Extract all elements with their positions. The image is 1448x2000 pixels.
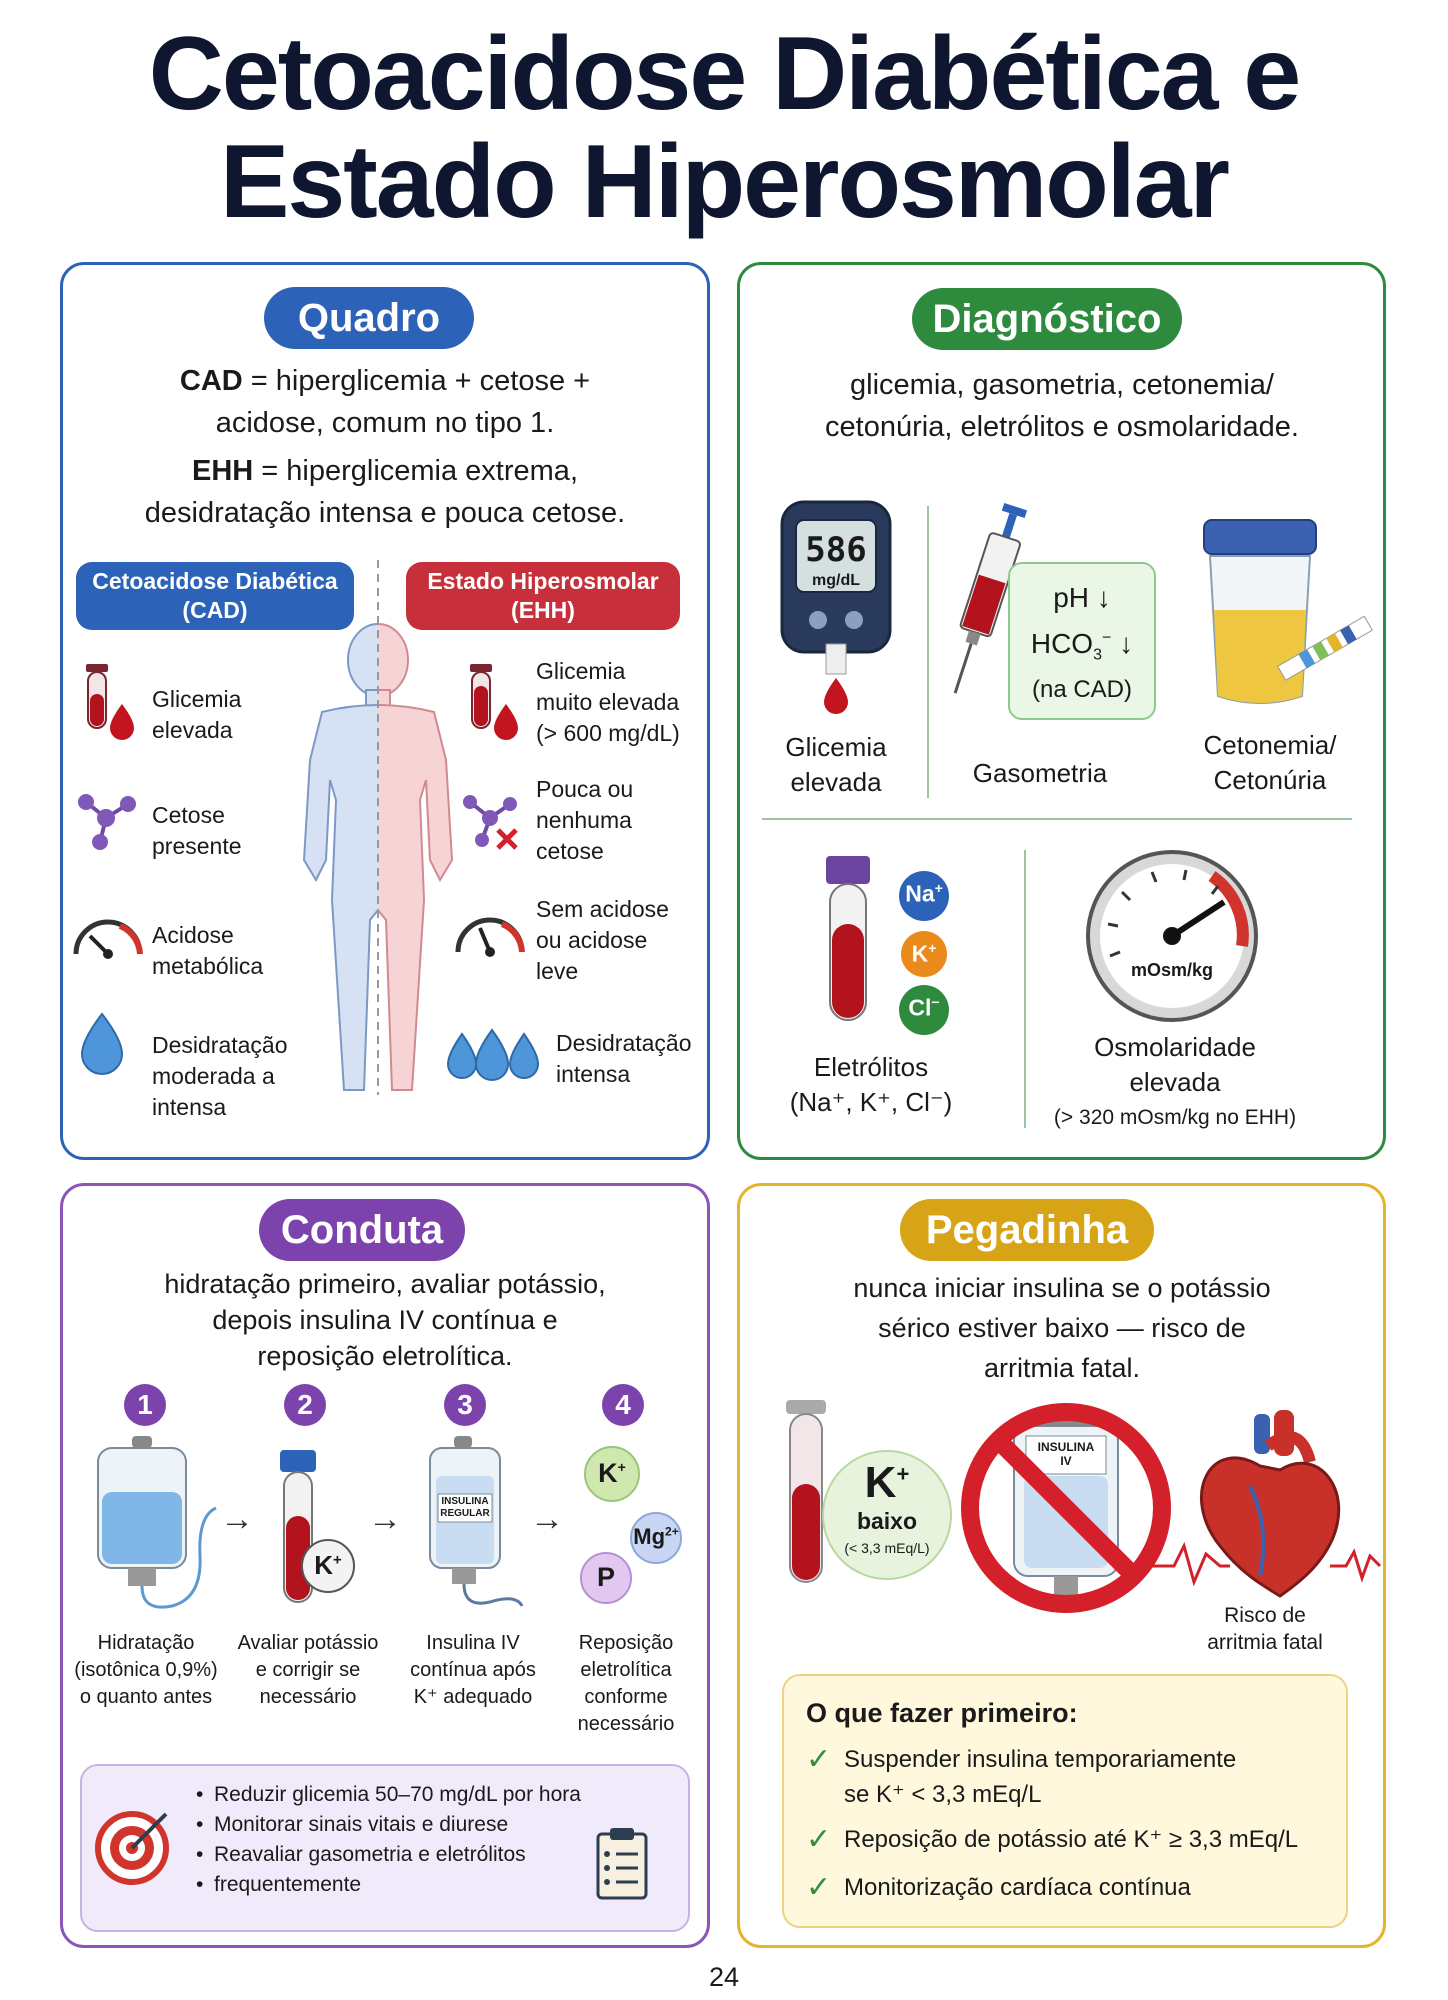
ion-k: K+ [911,940,937,967]
potassium-tube-icon [276,1446,356,1626]
ehh-term: EHH [191,455,254,487]
gasometria-caption: Gasometria [972,758,1108,788]
page-title-line1: Cetoacidose Diabética e [148,16,1300,132]
water-drops-icon [446,1030,546,1090]
step-3-caption: Insulina IV contínua após K⁺ adequado [410,1632,536,1708]
ehh-header-line2: (EHH) [511,597,575,623]
osmolarity-gauge-icon [1082,846,1262,1026]
electrolyte-p: P [596,1562,615,1592]
conduta-text: hidratação primeiro, avaliar potássio, depois insulina IV contínua e reposição eletrolítica. [164,1269,606,1371]
osmolaridade-note: (> 320 mOsm/kg no EHH) [1053,1106,1297,1129]
no-insulin-icon [948,1396,1178,1626]
gaso-ph: pH ↓ [1053,582,1111,613]
goal-item: • Reavaliar gasometria e eletrólitos [196,1840,581,1870]
cad-line1: = hiperglicemia + cetose + [242,365,591,397]
step-4-badge: 4 [602,1384,644,1426]
diag-divider-3 [1024,850,1026,1128]
insulin-iv-label: INSULINA IV [1037,1440,1095,1468]
diag-divider-1 [927,506,929,798]
gauge-icon [452,900,532,970]
blood-tube-icon [462,660,532,740]
step-4-caption: Reposição eletrolítica conforme necessário [577,1632,675,1735]
target-icon [96,1806,176,1886]
arrow-icon: → [368,1500,402,1538]
gauge-unit: mOsm/kg [1130,960,1214,980]
electrolyte-k: K+ [598,1458,626,1488]
step-2-badge: 2 [284,1384,326,1426]
todo-item-1: Suspender insulina temporariamente se K⁺ < 3,3 mEq/L [844,1746,1237,1808]
page-title-line2: Estado Hiperosmolar [219,124,1229,240]
arrow-icon: → [530,1500,564,1538]
diagnostico-text: glicemia, gasometria, cetonemia/ cetonúria, eletrólitos e osmolaridade. [825,369,1299,443]
cetonemia-caption: Cetonemia/ Cetonúria [1203,730,1337,795]
electrolyte-mg: $Mg^{2+}$ [633,1524,679,1549]
ehh-line1: = hiperglicemia extrema, [253,455,578,487]
pegadinha-text: nunca iniciar insulina se o potássio sérico estiver baixo — risco de arritmia fatal. [853,1273,1271,1383]
arrow-icon: → [220,1500,254,1538]
todo-title: O que fazer primeiro: [806,1698,1078,1728]
osmolaridade-caption: Osmolaridade elevada [1094,1032,1256,1097]
heart-caption: Risco de arritmia fatal [1207,1604,1323,1654]
blood-sample-tube-icon [820,852,880,1032]
molecule-icon [74,788,144,858]
gaso-hco3: $HCO_3^-$ ↓ [1030,628,1134,664]
cad-item-2: Cetose presente [152,802,242,859]
diagnostico-title-pill: Diagnóstico [912,288,1182,350]
water-drop-icon [80,1010,140,1080]
k-low-label: K+ [864,1458,910,1507]
potassium-label: K+ [314,1550,342,1580]
check-icon: ✓ [806,1743,832,1776]
ehh-header-line1: Estado Hiperosmolar [427,568,659,594]
heart-icon [1150,1406,1380,1606]
ion-cl: Cl− [908,994,940,1021]
cad-item-4: Desidratação moderada a intensa [152,1032,288,1120]
step-1-badge: 1 [124,1384,166,1426]
check-icon: ✓ [806,1871,832,1904]
insulin-bag-label: INSULINA REGULAR [440,1496,490,1519]
ehh-item-3: Sem acidose ou acidose leve [536,896,669,984]
glucometer-unit: mg/dL [812,572,860,589]
conduta-title-pill: Conduta [259,1199,465,1261]
check-icon: ✓ [806,1823,832,1856]
cad-item-1: Glicemia elevada [152,686,242,743]
molecule-crossed-icon [460,790,530,860]
glucometer-value: 586 [805,530,867,570]
step-1-caption: Hidratação (isotônica 0,9%) o quanto antes [74,1632,218,1708]
k-low-range: (< 3,3 mEq/L) [844,1540,930,1556]
pegadinha-title-pill: Pegadinha [900,1199,1154,1261]
cad-header-line2: (CAD) [182,597,248,623]
glicemia-caption: Glicemia elevada [785,732,887,797]
gaso-note: (na CAD) [1031,676,1133,703]
ehh-item-2: Pouca ou nenhuma cetose [536,776,634,864]
cad-header-line1: Cetoacidose Diabética [92,568,338,594]
diag-divider-h [762,818,1352,820]
todo-item-2: Reposição de potássio até K⁺ ≥ 3,3 mEq/L [844,1826,1299,1853]
step-3-badge: 3 [444,1384,486,1426]
ehh-line2: desidratação intensa e pouca cetose. [144,497,626,529]
todo-box [782,1674,1348,1928]
goal-item-cont: • frequentemente [196,1870,581,1900]
ion-na: Na+ [905,880,943,907]
gauge-icon [70,902,150,972]
ehh-item-4: Desidratação intensa [556,1030,692,1087]
eletrolitos-caption: Eletrólitos (Na⁺, K⁺, Cl⁻) [789,1052,953,1117]
goals-box [80,1764,690,1932]
insulin-bag-icon [424,1436,534,1616]
quadro-title-pill: Quadro [264,287,474,349]
cad-item-3: Acidose metabólica [152,922,264,979]
todo-item-3: Monitorização cardíaca contínua [844,1874,1191,1901]
blood-tube-icon [78,660,148,740]
cad-line2: acidose, comum no tipo 1. [215,407,555,439]
goal-item: • Reduzir glicemia 50–70 mg/dL por hora [196,1780,581,1810]
page-number: 24 [708,1962,740,1992]
goals-list [196,1780,581,1900]
goal-item: • Monitorar sinais vitais e diurese [196,1810,581,1840]
k-low-status: baixo [856,1508,918,1534]
saline-bag-icon [92,1436,222,1616]
step-2-caption: Avaliar potássio e corrigir se necessário [237,1632,379,1708]
cad-term: CAD [179,365,243,397]
ehh-item-1: Glicemia muito elevada (> 600 mg/dL) [536,658,680,746]
clipboard-icon [592,1826,662,1906]
urine-cup-icon [1196,500,1366,720]
